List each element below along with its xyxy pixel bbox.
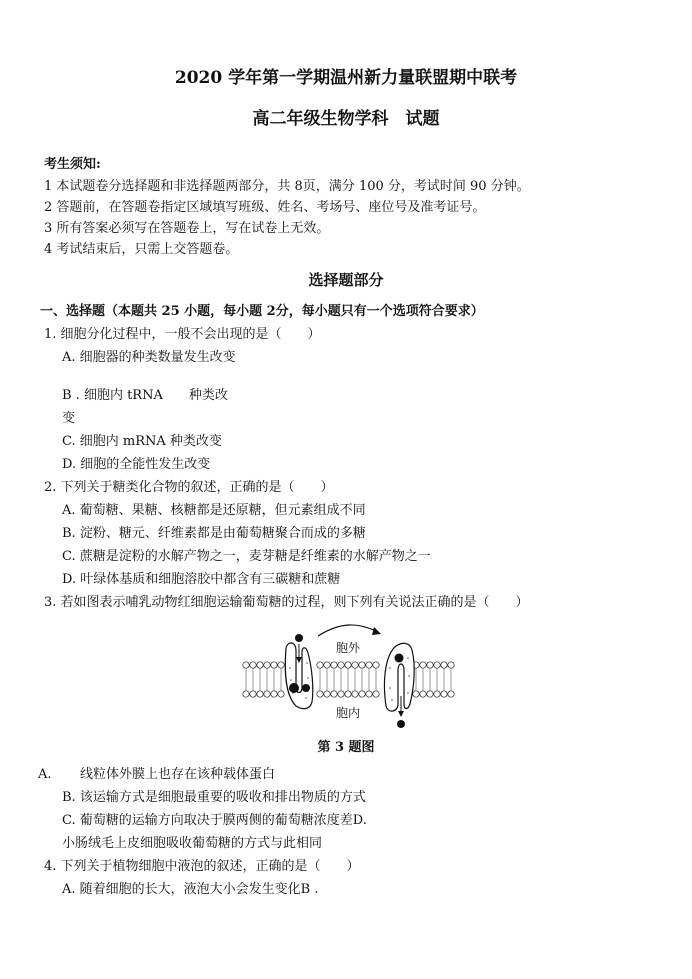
notice-heading: 考生须知: [44,157,101,172]
glucose-molecule [295,634,303,642]
q2-stem: 2. 下列关于糖类化合物的叙述，正确的是（ ） [44,480,334,495]
q3-option-d: 小肠绒毛上皮细胞吸收葡萄糖的方式与此相同 [62,836,323,851]
q4-stem: 4. 下列关于植物细胞中液泡的叙述，正确的是（ ） [44,859,360,874]
q3-option-b: B. 该运输方式是细胞最重要的吸收和排出物质的方式 [62,790,366,805]
glucose-molecule [289,683,299,693]
q3-option-c: C. 葡萄糖的运输方向取决于膜两侧的葡萄糖浓度差D. [62,813,367,828]
section-instruction: 一、选择题（本题共 25 小题，每小题 2分，每小题只有一个选项符合要求） [40,304,484,319]
notice-item: 1 本试题卷分选择题和非选择题两部分，共 8页，满分 100 分，考试时间 90 分钟。 [44,179,530,194]
membrane-transport-figure [240,618,455,733]
q3-option-a: 线粒体外膜上也存在该种载体蛋白 [80,767,276,782]
q1-stem: 1. 细胞分化过程中，一般不会出现的是（ ） [44,327,321,342]
q1-option-c: C. 细胞内 mRNA 种类改变 [62,434,222,449]
q1-option-a: A. 细胞器的种类数量发生改变 [62,350,236,365]
q2-option-b: B. 淀粉、糖元、纤维素都是由葡萄糖聚合而成的多糖 [62,526,366,541]
outside-label: 胞外 [336,641,361,655]
exam-subtitle: 高二年级生物学科 试题 [252,109,440,129]
figure-caption: 第 3 题图 [317,740,375,755]
q1-option-d: D. 细胞的全能性发生改变 [62,457,211,472]
q3-stem: 3. 若如图表示哺乳动物红细胞运输葡萄糖的过程，则下列有关说法正确的是（ ） [44,595,529,610]
conformational-change-arrow [318,625,378,636]
q3-option-a-letter: A. [38,767,52,782]
q2-option-c: C. 蔗糖是淀粉的水解产物之一，麦芽糖是纤维素的水解产物之一 [62,549,431,564]
notice-item: 2 答题前，在答题卷指定区域填写班级、姓名、考场号、座位号及准考证号。 [44,200,486,215]
q2-option-a: A. 葡萄糖、果糖、核糖都是还原糖，但元素组成不同 [62,503,366,518]
glucose-molecule [395,654,404,663]
inside-label: 胞内 [336,706,361,720]
q1-option-b: B . 细胞内 tRNA 种类改 [62,388,228,403]
section-title: 选择题部分 [308,271,384,289]
glucose-molecule [302,684,310,692]
exam-title: 2020 学年第一学期温州新力量联盟期中联考 [174,68,518,88]
notice-item: 3 所有答案必须写在答题卷上，写在试卷上无效。 [44,221,330,236]
q1-option-b-cont: 变 [62,411,76,426]
q2-option-d: D. 叶绿体基质和细胞溶胶中都含有三碳糖和蔗糖 [62,572,341,587]
notice-item: 4 考试结束后，只需上交答题卷。 [44,242,239,257]
glucose-molecule [397,720,405,728]
q4-option-a: A. 随着细胞的长大，液泡大小会发生变化B . [62,882,319,897]
